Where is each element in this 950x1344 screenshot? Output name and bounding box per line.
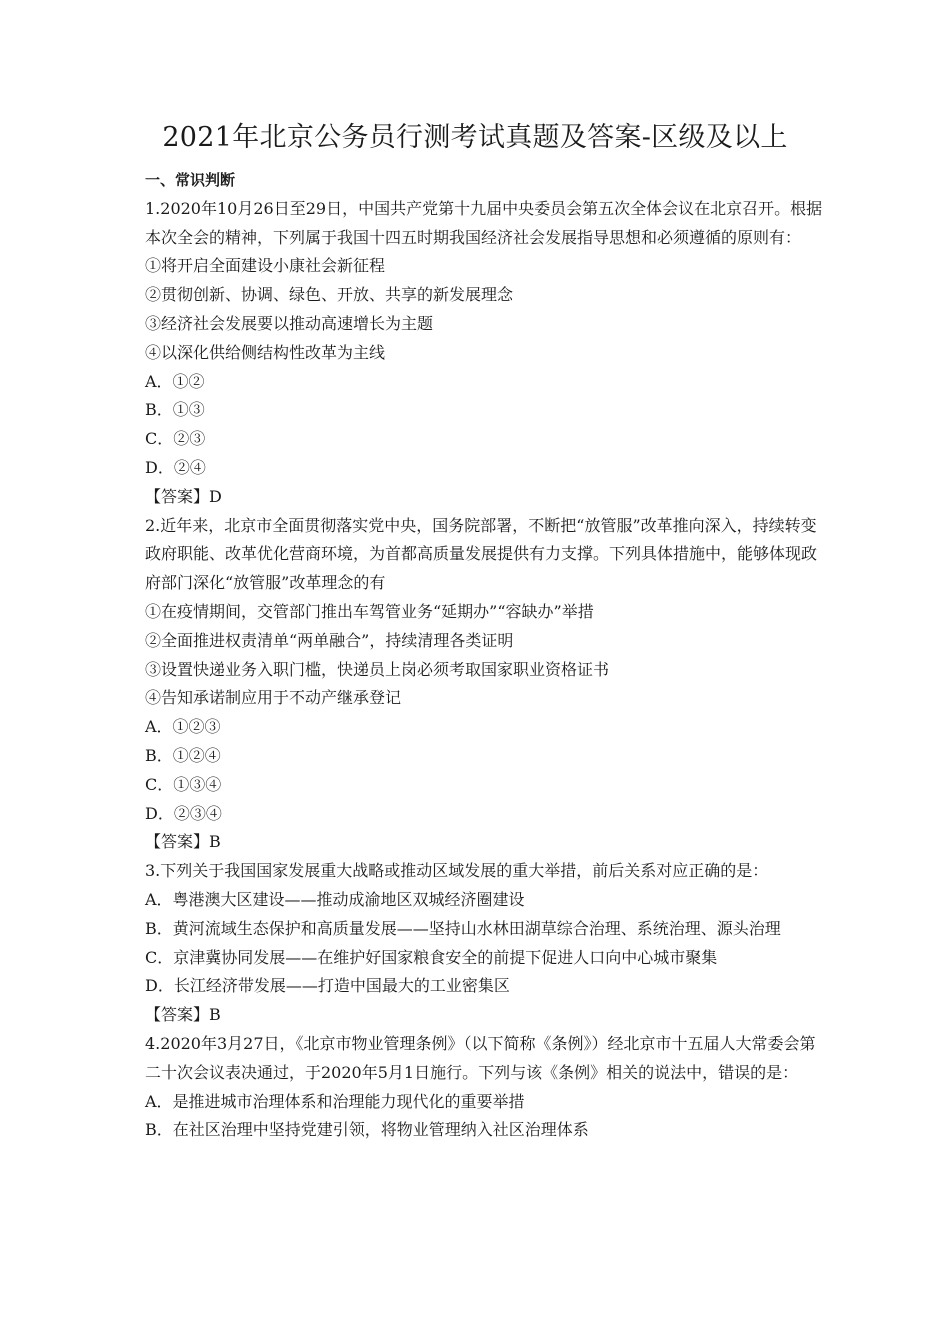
- question-1-option: D．②④: [145, 457, 206, 477]
- question-3-option: D．长江经济带发展——打造中国最大的工业密集区: [145, 976, 510, 996]
- question-4-option: A．是推进城市治理体系和治理能力现代化的重要举措: [145, 1091, 525, 1111]
- question-1-option: B．①③: [145, 400, 205, 420]
- question-1-option: A．①②: [145, 371, 205, 391]
- question-2-option: D．②③④: [145, 803, 222, 823]
- question-2-answer: 【答案】B: [145, 832, 221, 852]
- question-4-stem: 4.2020年3月27日，《北京市物业管理条例》（以下简称《条例》）经北京市十五届人大常委会第二十次会议表决通过，于2020年5月1日施行。下列与该《条例》相关的说法中，错误的是：: [145, 1033, 816, 1082]
- question-3-option: A．粤港澳大区建设——推动成渝地区双城经济圈建设: [145, 889, 525, 909]
- question-2-item: ③设置快递业务入职门槛，快递员上岗必须考取国家职业资格证书: [145, 659, 610, 679]
- question-1-stem: 1.2020年10月26日至29日，中国共产党第十九届中央委员会第五次全体会议在北京召开。根据本次全会的精神，下列属于我国十四五时期我国经济社会发展指导思想和必须遵循的原则有：: [145, 198, 823, 247]
- question-2-option: B．①②④: [145, 745, 221, 765]
- question-2-option: A．①②③: [145, 717, 221, 737]
- question-2-item: ②全面推进权责清单“两单融合”，持续清理各类证明: [145, 630, 514, 650]
- question-2-stem: 2.近年来，北京市全面贯彻落实党中央，国务院部署，不断把“放管服”改革推向深入，持续转变政府职能、改革优化营商环境，为首都高质量发展提供有力支撑。下列具体措施中，能够体现政府部门深化“放管服”改革理念的有: [145, 515, 818, 593]
- question-1-item: ④以深化供给侧结构性改革为主线: [145, 342, 386, 362]
- document-body: [145, 166, 825, 1145]
- question-2-item: ①在疫情期间，交管部门推出车驾管业务“延期办”“容缺办”举措: [145, 601, 594, 621]
- question-4-option: B．在社区治理中坚持党建引领，将物业管理纳入社区治理体系: [145, 1120, 589, 1140]
- question-1-item: ③经济社会发展要以推动高速增长为主题: [145, 313, 434, 333]
- question-3-option: C．京津冀协同发展——在维护好国家粮食安全的前提下促进人口向中心城市聚集: [145, 947, 718, 967]
- question-3-stem: 3.下列关于我国国家发展重大战略或推动区域发展的重大举措，前后关系对应正确的是：: [145, 861, 769, 881]
- question-2-item: ④告知承诺制应用于不动产继承登记: [145, 688, 402, 708]
- question-2-option: C．①③④: [145, 774, 222, 794]
- question-1-answer: 【答案】D: [145, 486, 222, 506]
- question-1-item: ②贯彻创新、协调、绿色、开放、共享的新发展理念: [145, 285, 514, 305]
- section-heading: 一、常识判断: [145, 171, 236, 189]
- document-title: 2021年北京公务员行测考试真题及答案-区级及以上: [162, 122, 788, 153]
- question-1-option: C．②③: [145, 429, 206, 449]
- question-3-option: B．黄河流域生态保护和高质量发展——坚持山水林田湖草综合治理、系统治理、源头治理: [145, 918, 781, 938]
- question-3-answer: 【答案】B: [145, 1005, 221, 1025]
- question-1-item: ①将开启全面建设小康社会新征程: [145, 256, 386, 276]
